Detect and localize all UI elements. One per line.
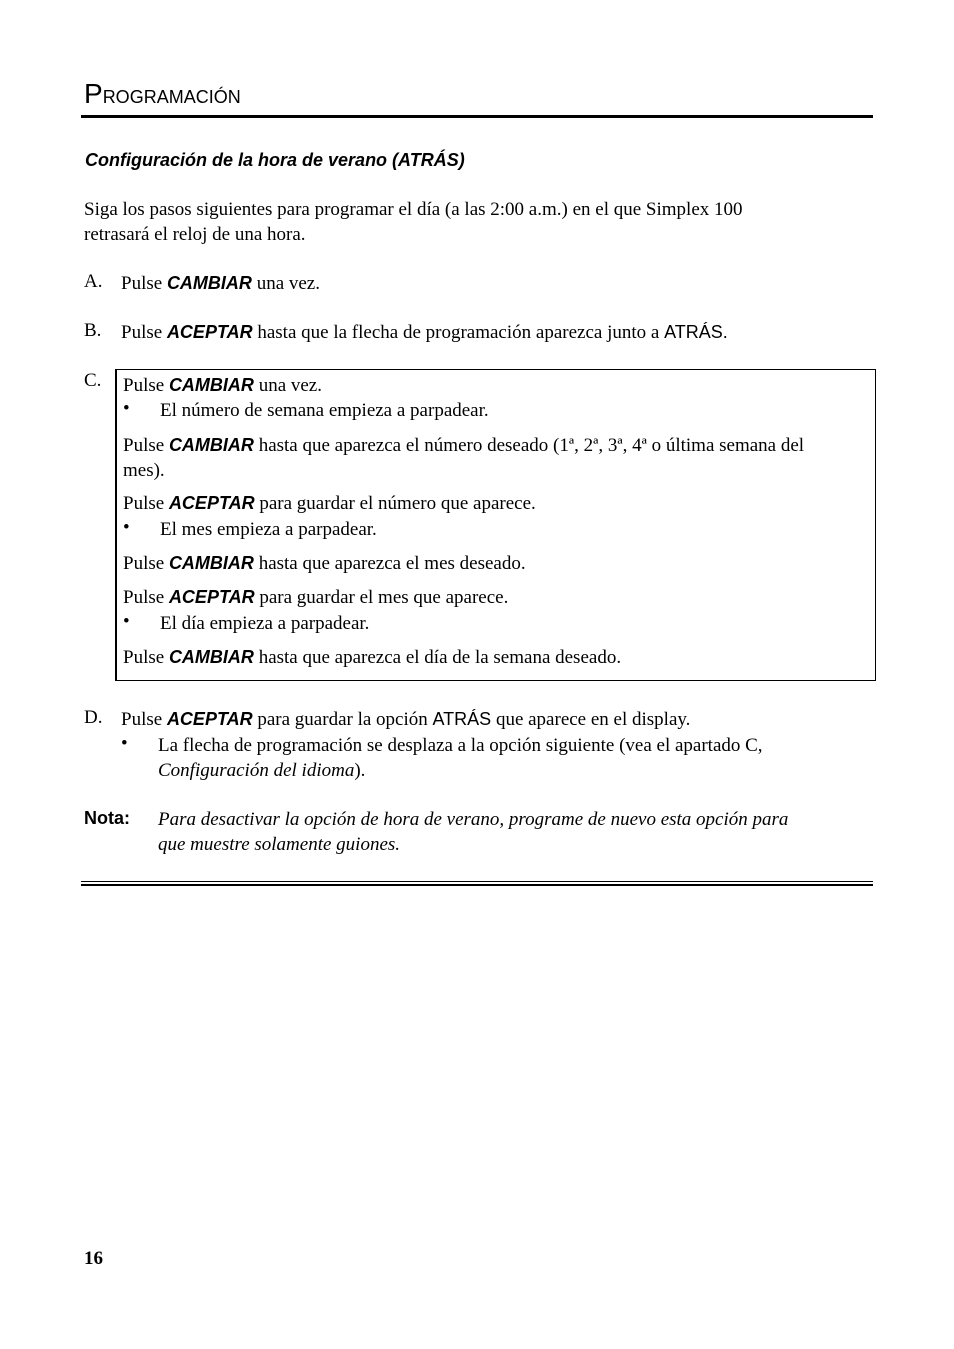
step-c-row-6: [123, 551, 526, 576]
step-c-row-1: [123, 373, 322, 398]
chapter-title-rest: ROGRAMACIÓN: [102, 87, 241, 107]
footer-rule: [81, 881, 873, 882]
display-atras: ATRÁS: [432, 709, 492, 729]
intro-line-1: Siga los pasos siguientes para programar el día (a las 2:00 a.m.) en el que Simplex 100: [84, 199, 743, 220]
key-aceptar: ACEPTAR: [168, 493, 255, 513]
step-c-letter: C.: [84, 370, 102, 391]
footer-rule-thick: [81, 884, 873, 886]
note-label: Nota:: [84, 808, 130, 828]
key-cambiar: CAMBIAR: [168, 375, 254, 395]
step-b-pre: Pulse: [121, 322, 163, 343]
note-line-2: que muestre solamente guiones.: [158, 834, 401, 855]
step-c-bullet-1: El número de semana empieza a parpadear.: [160, 400, 489, 421]
key-aceptar: ACEPTAR: [168, 587, 255, 607]
step-d-post: que aparece en el display.: [495, 709, 691, 730]
chapter-title: [84, 78, 241, 110]
step-c-bullet-3: El día empieza a parpadear.: [160, 613, 370, 634]
row-post: hasta que aparezca el día de la semana deseado.: [258, 647, 622, 668]
row-pre: Pulse: [123, 435, 165, 456]
step-a-pre: Pulse: [121, 273, 163, 294]
step-c-row-4: [123, 491, 536, 516]
step-d-letter: D.: [84, 707, 103, 728]
intro-paragraph: [84, 197, 844, 247]
step-b-post: hasta que la flecha de programación aparezca junto a: [257, 322, 660, 343]
step-a-post: una vez.: [256, 273, 320, 294]
row-post: para guardar el número que aparece.: [259, 493, 536, 514]
key-cambiar: CAMBIAR: [168, 553, 254, 573]
key-cambiar: CAMBIAR: [166, 273, 252, 293]
key-cambiar: CAMBIAR: [168, 647, 254, 667]
step-d-text: [121, 707, 690, 732]
page-number: 16: [84, 1248, 103, 1269]
step-d-bullet-line-1: La flecha de programación se desplaza a la opción siguiente (vea el apartado C,: [158, 735, 763, 756]
bullet-icon: •: [121, 733, 128, 754]
section-heading: Configuración de la hora de verano (ATRÁS): [85, 150, 465, 170]
step-c-row-9: [123, 645, 621, 670]
step-c-box: [115, 369, 876, 681]
display-atras: ATRÁS: [664, 322, 723, 342]
key-aceptar: ACEPTAR: [166, 322, 253, 342]
row-pre: Pulse: [123, 647, 165, 668]
key-aceptar: ACEPTAR: [166, 709, 253, 729]
key-cambiar: CAMBIAR: [168, 435, 254, 455]
row-post: hasta que aparezca el número deseado (1ª, 2ª, 3ª, 4ª o última semana del: [258, 435, 805, 456]
step-d-reference: Configuración del idioma: [158, 760, 355, 781]
step-d-pre: Pulse: [121, 709, 163, 730]
step-a-letter: A.: [84, 271, 103, 292]
row-pre: Pulse: [123, 493, 165, 514]
intro-line-2: retrasará el reloj de una hora.: [84, 224, 306, 245]
row-pre: Pulse: [123, 553, 165, 574]
step-b-end: .: [722, 322, 728, 342]
row-post: una vez.: [258, 375, 322, 396]
step-b-letter: B.: [84, 320, 102, 341]
step-a-text: [121, 271, 320, 296]
row-pre: Pulse: [123, 375, 165, 396]
step-b-text: [121, 320, 728, 345]
chapter-initial: P: [84, 78, 103, 109]
row-pre: Pulse: [123, 587, 165, 608]
bullet-icon: •: [123, 398, 130, 419]
row-post: para guardar el mes que aparece.: [259, 587, 509, 608]
header-rule: [81, 115, 873, 118]
step-d-bullet-end: ).: [354, 760, 366, 781]
step-c-row-3-cont: mes).: [123, 460, 165, 481]
note-line-1: Para desactivar la opción de hora de verano, programe de nuevo esta opción para: [158, 809, 789, 830]
bullet-icon: •: [123, 517, 130, 538]
step-c-row-7: [123, 585, 508, 610]
step-c-bullet-2: El mes empieza a parpadear.: [160, 519, 377, 540]
step-c-row-3: [123, 433, 804, 458]
bullet-icon: •: [123, 611, 130, 632]
row-post: hasta que aparezca el mes deseado.: [258, 553, 526, 574]
step-d-mid: para guardar la opción: [257, 709, 428, 730]
step-d-bullet-line-2: [158, 758, 365, 783]
